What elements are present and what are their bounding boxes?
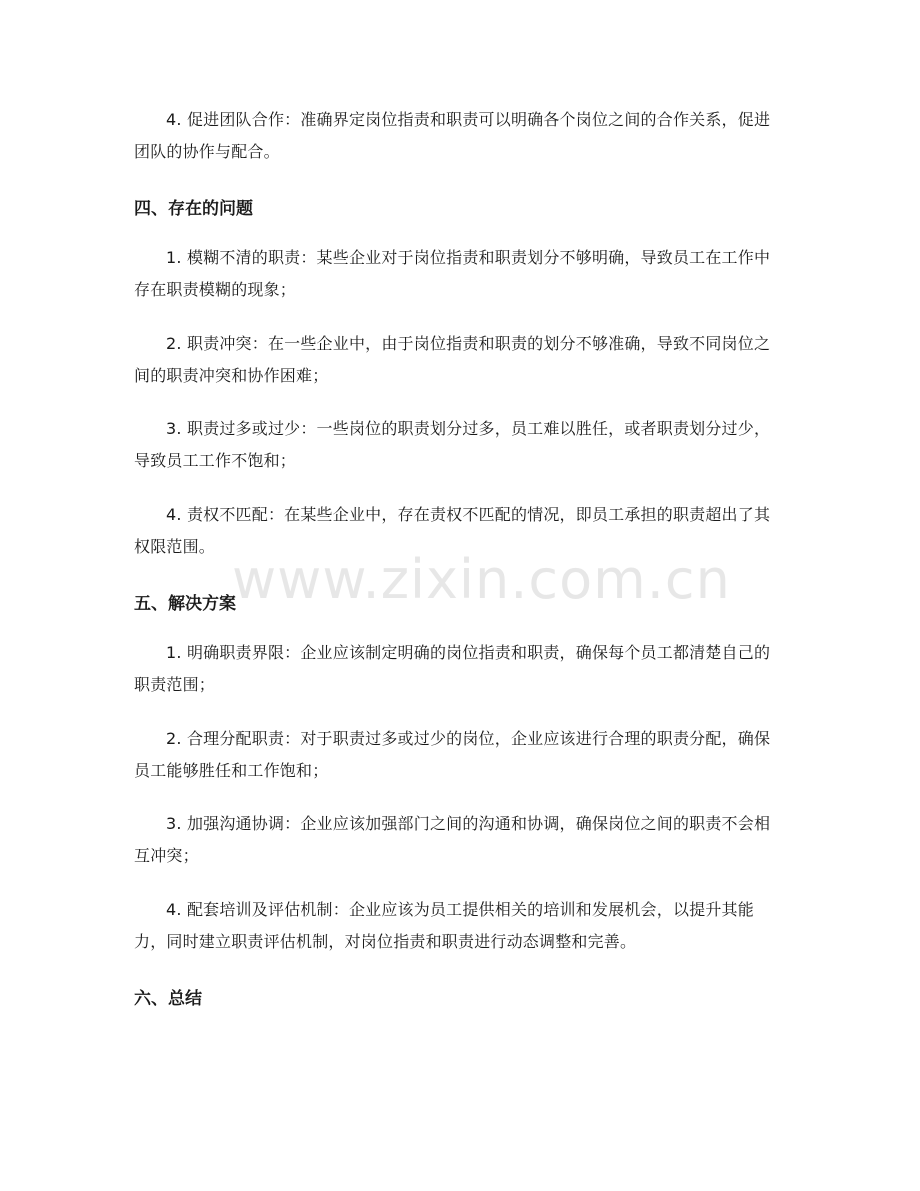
problem-item-4: 4. 责权不匹配：在某些企业中，存在责权不匹配的情况，即员工承担的职责超出了其权限范围。 bbox=[134, 505, 771, 556]
watermark-text: www.zixin.com.cn bbox=[232, 548, 731, 611]
paragraph-team-cooperation: 4. 促进团队合作：准确界定岗位指责和职责可以明确各个岗位之间的合作关系，促进团队的协作与配合。 bbox=[134, 110, 771, 161]
problem-item-2: 2. 职责冲突：在一些企业中，由于岗位指责和职责的划分不够准确，导致不同岗位之间的职责冲突和协作困难； bbox=[134, 334, 771, 385]
problem-item-1: 1. 模糊不清的职责：某些企业对于岗位指责和职责划分不够明确，导致员工在工作中存在职责模糊的现象； bbox=[134, 248, 771, 299]
solution-item-1: 1. 明确职责界限：企业应该制定明确的岗位指责和职责，确保每个员工都清楚自己的职责范围； bbox=[134, 643, 771, 694]
solution-item-2: 2. 合理分配职责：对于职责过多或过少的岗位，企业应该进行合理的职责分配，确保员工能够胜任和工作饱和； bbox=[134, 729, 771, 780]
section-heading-problems: 四、存在的问题 bbox=[134, 199, 253, 219]
problem-item-3: 3. 职责过多或过少：一些岗位的职责划分过多，员工难以胜任，或者职责划分过少，导致员工工作不饱和； bbox=[134, 419, 771, 470]
section-heading-solutions: 五、解决方案 bbox=[134, 594, 236, 614]
section-heading-summary: 六、总结 bbox=[134, 989, 202, 1009]
solution-item-3: 3. 加强沟通协调：企业应该加强部门之间的沟通和协调，确保岗位之间的职责不会相互冲突； bbox=[134, 814, 771, 865]
solution-item-4: 4. 配套培训及评估机制：企业应该为员工提供相关的培训和发展机会，以提升其能力，同时建立职责评估机制，对岗位指责和职责进行动态调整和完善。 bbox=[134, 900, 754, 951]
